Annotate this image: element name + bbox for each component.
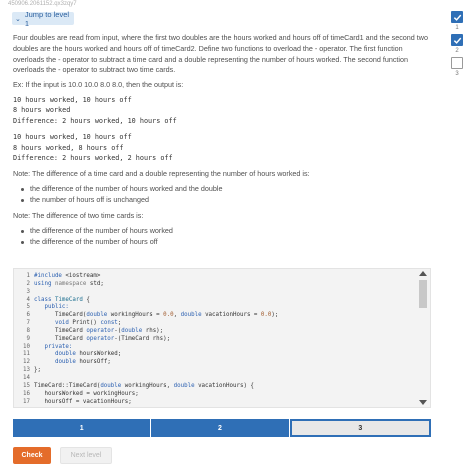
line-number: 17 [23,398,30,405]
scroll-down-icon[interactable] [419,400,427,405]
list-item: the difference of the number of hours worked and the double [21,184,428,195]
output-line: 8 hours worked, 8 hours off [13,143,124,152]
line-number: 13 [23,367,30,374]
code-line: hoursWorked = workingHours; [34,390,139,397]
code-line: class TimeCard { [34,296,90,303]
code-editor[interactable] [13,268,431,408]
progress-item-1[interactable] [450,11,464,32]
code-line: public: [44,304,69,311]
line-number: 8 [26,327,30,334]
line-number: 3 [26,288,30,295]
scroll-up-icon[interactable] [419,271,427,276]
progress-num: 2 [455,48,459,54]
line-number: 15 [23,382,30,389]
code-line: TimeCard::TimeCard(double workingHours, double vacationHours) { [34,382,254,389]
check-button[interactable]: Check [13,447,51,464]
editor-scrollbar[interactable] [418,271,428,405]
jump-to-level-button[interactable] [12,9,74,28]
list-item: the difference of the number of hours off [21,237,428,248]
output-line: Difference: 2 hours worked, 2 hours off [13,154,173,163]
level-progress [450,11,464,80]
line-number: 4 [26,296,30,303]
output-line: 8 hours worked [13,106,71,115]
progress-num: 3 [455,71,459,77]
progress-num: 1 [455,25,459,31]
list-item: the difference of the number of hours worked [21,226,428,237]
line-number: 2 [26,280,30,287]
lab-id: 450906.2061152.qx3zqy7 [8,1,77,7]
note-1: Note: The difference of a time card and a double representing the number of hours worked is: [13,169,310,179]
checkbox-empty-icon [451,57,463,69]
line-number: 11 [23,351,30,358]
example-output-1 [13,95,428,126]
line-number: 9 [26,335,30,342]
progress-item-2[interactable] [450,34,464,55]
note-1-list [21,184,428,205]
jump-label: Jump to level 1 [24,9,70,28]
line-number: 5 [26,304,30,311]
code-line: double hoursOff; [54,359,111,366]
tab-level-3[interactable]: 3 [290,419,431,437]
code-line: using namespace std; [34,280,104,287]
code-line: double hoursWorked; [54,351,122,358]
line-number: 7 [26,320,30,327]
line-number: 10 [23,343,30,350]
example-output-2 [13,132,428,163]
progress-item-3[interactable] [450,57,464,78]
instruction-paragraph: Four doubles are read from input, where the first two doubles are the hours worked and hours off of timeCard1 and the second two doubles are the hours worked and hours off of timeCard2. Define two functions to overload the - operator. The first function overloads the - operator to subtract a time card and a double representing the number of hours worked. The second function overloads the - operator to subtract two time cards. [13,33,428,75]
level-tabs [13,419,431,437]
list-item: the number of hours off is unchanged [21,195,428,206]
scroll-thumb[interactable] [419,280,427,308]
code-line: private: [44,343,73,350]
line-number: 6 [26,312,30,319]
code-line: }; [34,367,41,374]
code-line: TimeCard operator-(TimeCard rhs); [34,335,171,342]
line-number: 1 [26,273,30,279]
tab-level-2[interactable]: 2 [151,419,289,437]
code-area[interactable] [14,273,414,406]
note-2: Note: The difference of two time cards is: [13,211,144,221]
line-number: 14 [23,374,30,381]
checkbox-checked-icon [451,11,463,23]
checkbox-checked-icon [451,34,463,46]
output-line: Difference: 2 hours worked, 10 hours off [13,116,177,125]
output-line: 10 hours worked, 10 hours off [13,133,132,142]
code-line: void Print() const; [54,320,122,327]
code-line: TimeCard(double workingHours = 0.0, double vacationHours = 0.0); [34,312,279,319]
tab-level-1[interactable]: 1 [13,419,151,437]
chevron-down-icon: ⌄ [15,15,21,23]
next-level-button[interactable]: Next level [60,447,112,464]
note-2-list [21,226,428,247]
output-line: 10 hours worked, 10 hours off [13,95,132,104]
example-intro: Ex: If the input is 10.0 10.0 8.0 8.0, then the output is: [13,80,184,90]
instructions [13,33,428,253]
code-line: hoursOff = vacationHours; [34,398,132,405]
code-line: TimeCard operator-(double rhs); [34,327,164,334]
line-number: 16 [23,390,30,397]
line-number: 12 [23,359,30,366]
code-line: #include <iostream> [34,273,101,279]
